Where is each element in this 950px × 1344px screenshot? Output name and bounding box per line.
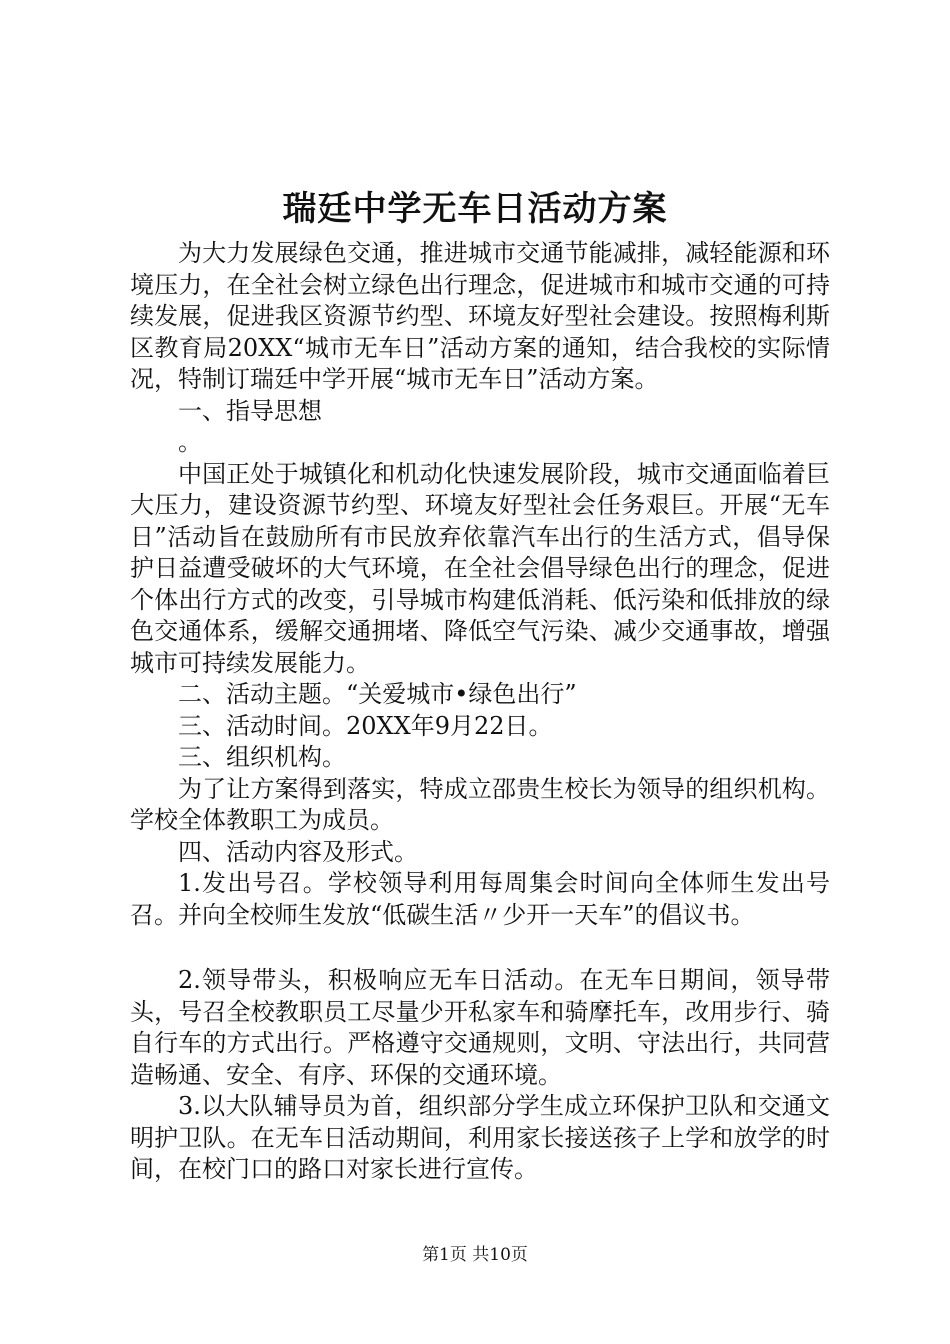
- page-number-footer: 第1页 共10页: [422, 1245, 528, 1265]
- heading-organization: 三、组织机构。: [178, 743, 346, 771]
- paragraph-intro: 为大力发展绿色交通，推进城市交通节能减排，减轻能源和环境压力，在全社会树立绿色出行理念，促进城市和城市交通的可持续发展，促进我区资源节约型、环境友好型社会建设。按照梅利斯区教育局20XX“城市无车日”活动方案的通知，结合我校的实际情况，特制订瑞廷中学开展“城市无车日”活动方案。: [130, 239, 830, 393]
- document-body: [130, 238, 830, 1186]
- paragraph-background: 中国正处于城镇化和机动化快速发展阶段，城市交通面临着巨大压力，建设资源节约型、环境友好型社会任务艰巨。开展“无车日”活动旨在鼓励所有市民放弃依靠汽车出行的生活方式，倡导保护日益遭受破坏的大气环境，在全社会倡导绿色出行的理念，促进个体出行方式的改变，引导城市构建低消耗、低污染和低排放的绿色交通体系，缓解交通拥堵、降低空气污染、减少交通事故，增强城市可持续发展能力。: [130, 459, 830, 677]
- paragraph-organization: 为了让方案得到落实，特成立邵贵生校长为领导的组织机构。学校全体教职工为成员。: [130, 774, 830, 834]
- heading-guiding-ideology: 一、指导思想: [178, 396, 322, 425]
- paragraph-item-3: 3.以大队辅导员为首，组织部分学生成立环保护卫队和交通文明护卫队。在无车日活动期间，利用家长接送孩子上学和放学的时间，在校门口的路口对家长进行宣传。: [130, 1092, 830, 1183]
- heading-activity-content: 四、活动内容及形式。: [178, 837, 418, 866]
- paragraph-stray-period: 。: [178, 428, 202, 456]
- heading-activity-theme: 二、活动主题。“关爱城市•绿色出行”: [178, 680, 577, 708]
- heading-activity-time: 三、活动时间。20XX年9月22日。: [178, 711, 553, 740]
- document-title: 瑞廷中学无车日活动方案: [282, 189, 668, 229]
- blank-line: [130, 931, 830, 965]
- paragraph-item-2: 2.领导带头，积极响应无车日活动。在无车日期间，领导带头，号召全校教职员工尽量少开私家车和骑摩托车，改用步行、骑自行车的方式出行。严格遵守交通规则，文明、守法出行，共同营造畅通、安全、有序、环保的交通环境。: [130, 966, 830, 1089]
- paragraph-item-1: 1.发出号召。学校领导利用每周集会时间向全体师生发出号召。并向全校师生发放“低碳生活〃少开一天车”的倡议书。: [130, 869, 830, 929]
